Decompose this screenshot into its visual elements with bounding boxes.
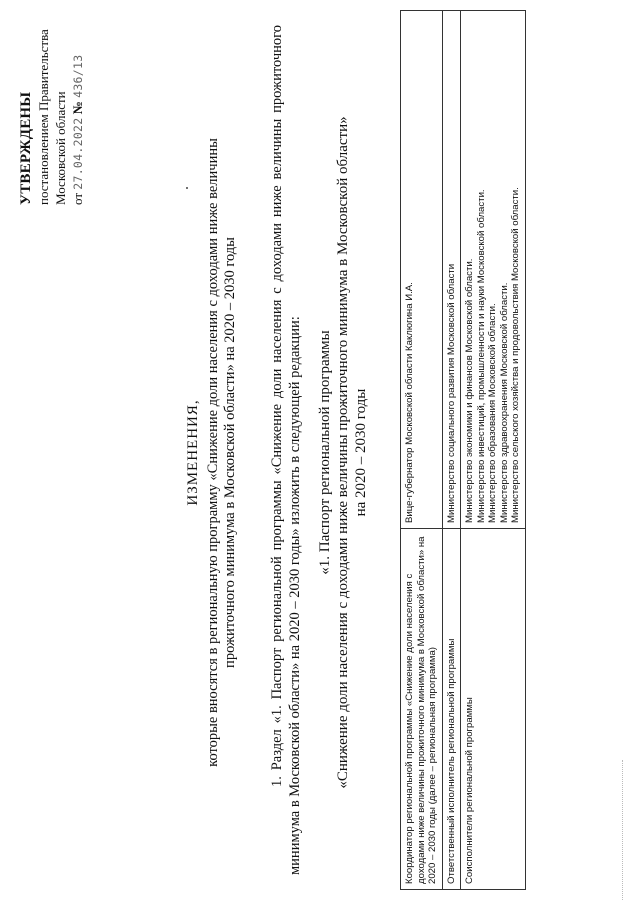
scan-edge-artifact	[622, 760, 624, 900]
table-row	[401, 11, 443, 890]
value-line: Министерство экономики и финансов Московской области.	[464, 258, 475, 523]
passport-title-line-1: «1. Паспорт региональной программы	[317, 330, 333, 575]
row-value	[461, 11, 526, 529]
date-prefix: от	[70, 192, 85, 205]
number-sign: №	[70, 101, 85, 115]
approval-stamp	[18, 5, 87, 205]
passport-title-line-3: на 2020 – 2030 годы	[353, 388, 369, 517]
row-value	[401, 11, 443, 529]
row-label: Координатор региональной программы «Снижение доли населения с доходами ниже величины прожиточного минимума в Московской области» на 2020 – 2030 годы (далее – региональная программа)	[401, 529, 443, 890]
value-line: Вице-губернатор Московской области Каклюгина И.А.	[404, 282, 415, 523]
approval-heading: УТВЕРЖДЕНЫ	[18, 91, 34, 205]
table-row	[461, 11, 526, 890]
passport-table	[400, 10, 526, 890]
passport-title	[316, 0, 370, 905]
value-line: Министерство социального развития Московской области	[445, 263, 457, 523]
value-line: Министерство сельского хозяйства и продовольствия Московской области.	[510, 187, 521, 523]
approval-line-1: постановлением Правительства	[36, 29, 51, 205]
approval-date: 27.04.2022	[71, 117, 85, 190]
value-line: Министерство здравоохранения Московской области.	[498, 282, 510, 523]
document-title: ИЗМЕНЕНИЯ,	[185, 399, 201, 506]
approval-line-2: Московской области	[53, 91, 68, 205]
passport-title-line-2: «Снижение доли населения с доходами ниже величины прожиточного минимума в Московской области»	[335, 116, 351, 789]
approval-number: 436/13	[71, 54, 85, 98]
document-subtitle: которые вносятся в региональную программу «Снижение доли населения с доходами ниже величины прожиточного минимума в Московской области» на 2020 – 2030 годы	[205, 138, 238, 767]
table-row	[442, 11, 461, 890]
row-label: Соисполнители региональной программы	[461, 529, 526, 890]
row-value	[442, 11, 461, 529]
approval-date-line	[69, 5, 87, 205]
row-label: Ответственный исполнитель региональной программы	[442, 529, 461, 890]
value-line: Министерство образования Московской области.	[487, 303, 498, 523]
amendment-paragraph: 1. Раздел «1. Паспорт региональной программы «Снижение доли населения с доходами ниже величины прожиточного минимума в Московской области» на 2020 – 2030 годы» изложить в следующей редакции:	[269, 25, 303, 875]
value-line: Министерство инвестиций, промышленности и науки Московской области.	[475, 189, 487, 523]
